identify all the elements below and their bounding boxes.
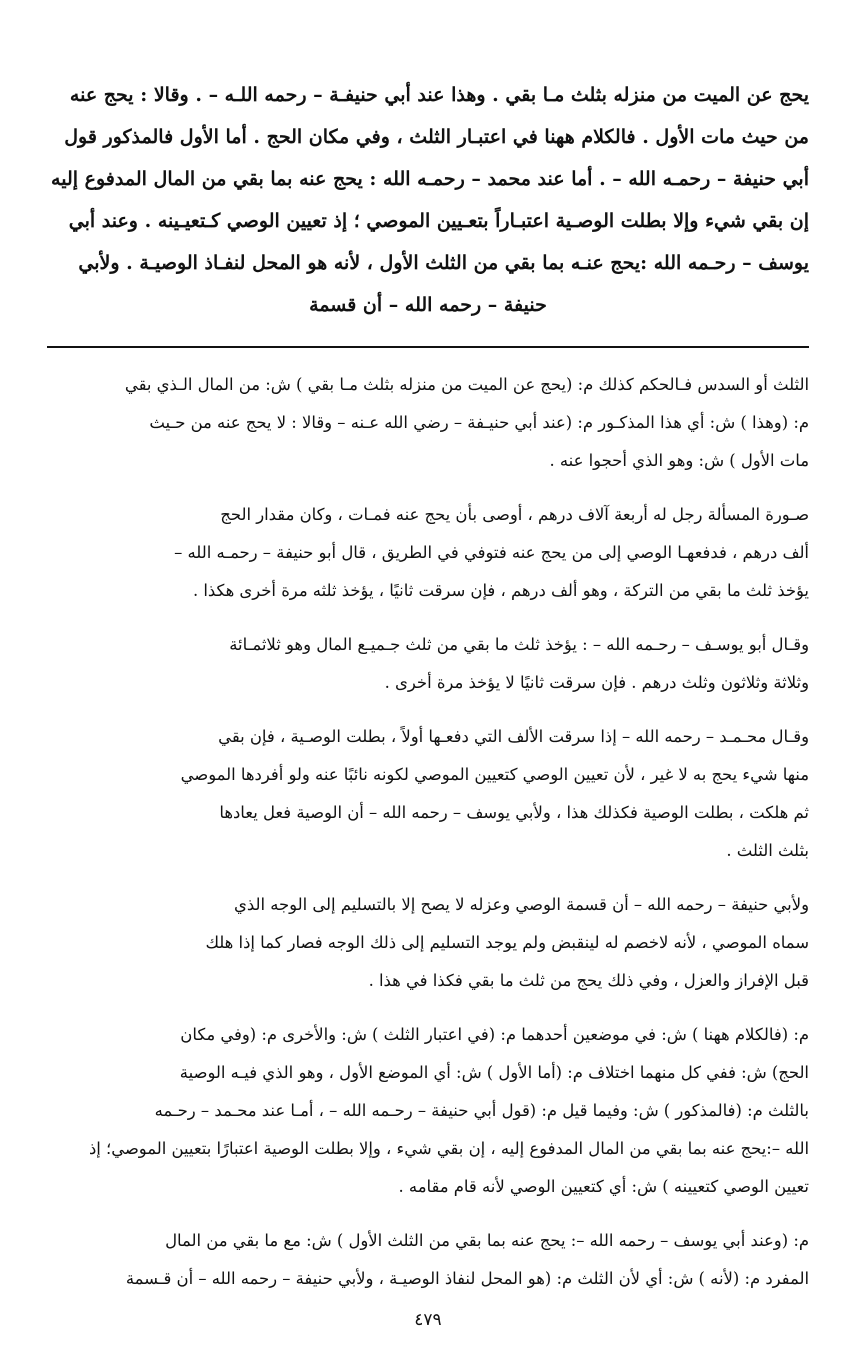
commentary-paragraph (47, 626, 809, 702)
commentary-paragraph (47, 366, 809, 480)
commentary-paragraph (47, 1016, 809, 1206)
main-text-line: من حيث مات الأول . فالكلام ههنا في اعتبـار الثلث ، وفي مكان الحج . أما الأول فالمذكور قول (64, 126, 809, 148)
commentary-line: بثلث الثلث . (726, 841, 809, 860)
commentary-line: ألف درهم ، فدفعهـا الوصي إلى من يحج عنه فتوفي في الطريق ، قال أبو حنيفة – رحمـه الله – (174, 543, 809, 562)
commentary-paragraph (47, 496, 809, 610)
commentary-line: ولأبي حنيفة – رحمه الله – أن قسمة الوصي وعزله لا يصح إلا بالتسليم إلى الوجه الذي (234, 895, 809, 914)
commentary-line: ثم هلكت ، بطلت الوصية فكذلك هذا ، ولأبي يوسف – رحمه الله – أن الوصية فعل يعادها (219, 803, 809, 822)
commentary-line: مات الأول ) ش: وهو الذي أحجوا عنه . (549, 451, 809, 470)
commentary-line: سماه الموصي ، لأنه لاخصم له لينقبض ولم يوجد التسليم إلى ذلك الوجه فصار كما إذا هلك (205, 933, 809, 952)
commentary-line: منها شيء يحج به لا غير ، لأن تعيين الوصي كتعيين الموصي لكونه نائبًا عنه ولو أفردها الموصي (180, 765, 809, 784)
commentary-line: وقـال أبو يوسـف – رحـمه الله – : يؤخذ ثلث ما بقي من ثلث جـميـع المال وهو ثلاثمـائة (229, 635, 809, 654)
commentary-line: وقـال محـمـد – رحمه الله – إذا سرقت الألف التي دفعـها أولاً ، بطلت الوصـية ، فإن بقي (218, 727, 809, 746)
commentary-line: تعيين الوصي كتعيينه ) ش: أي كتعيين الوصي لأنه قام مقامه . (398, 1177, 809, 1196)
main-text-line: إن بقي شيء وإلا بطلت الوصـية اعتبـاراً بتعـيين الموصي ؛ إذ تعيين الوصي كـتعيـينه . وعند أبي (68, 210, 809, 232)
commentary-line: المفرد م: (لأنه ) ش: أي لأن الثلث م: (هو المحل لنفاذ الوصيـة ، ولأبي حنيفة – رحمه الله – أن قـسمة (125, 1269, 809, 1288)
commentary-line: يؤخذ ثلث ما بقي من التركة ، وهو ألف درهم ، فإن سرقت ثانيًا ، يؤخذ ثلثه مرة أخرى هكذا . (192, 581, 809, 600)
separator-rule (47, 346, 809, 348)
commentary-line: قبل الإفراز والعزل ، وفي ذلك يحج من ثلث ما بقي فكذا في هذا . (368, 971, 809, 990)
page-number: ٤٧٩ (414, 1310, 442, 1330)
main-text-line: يحج عن الميت من منزله بثلث مـا بقي . وهذا عند أبي حنيفـة – رحمه اللـه – . وقالا : يحج عنه (69, 84, 809, 106)
main-text-block (47, 74, 809, 326)
commentary-line: وثلاثة وثلاثون وثلث درهم . فإن سرقت ثانيًا لا يؤخذ مرة أخرى . (384, 673, 809, 692)
commentary-block (47, 366, 809, 1298)
commentary-line: م: (وعند أبي يوسف – رحمه الله –: يحج عنه بما بقي من الثلث الأول ) ش: مع ما بقي من المال (165, 1231, 809, 1250)
main-text-line: حنيفة – رحمه الله – أن قسمة (309, 294, 547, 316)
commentary-line: م: (وهذا ) ش: أي هذا المذكـور م: (عند أبي حنيـفة – رضي الله عـنه – وقالا : لا يحج عنه من حـيث (149, 413, 809, 432)
commentary-line: الثلث أو السدس فـالحكم كذلك م: (يحج عن الميت من منزله بثلث مـا بقي ) ش: من المال الـذي بقي (124, 375, 809, 394)
commentary-line: الحج) ش: ففي كل منهما اختلاف م: (أما الأول ) ش: أي الموضع الأول ، وهو الذي فيـه الوصية (179, 1063, 809, 1082)
commentary-paragraph (47, 886, 809, 1000)
commentary-line: الله –:يحج عنه بما بقي من المال المدفوع إليه ، إن بقي شيء ، وإلا بطلت الوصية اعتبارًا بتعيين الموصي؛ إذ (88, 1139, 809, 1158)
main-text-line: أبي حنيفة – رحمـه الله – . أما عند محمد – رحمـه الله : يحج عنه بما بقي من المال المدفوع إليه (51, 168, 809, 190)
commentary-line: بالثلث م: (فالمذكور ) ش: وفيما قيل م: (قول أبي حنيفة – رحـمه الله – ، أمـا عند محـمد – رحـمه (154, 1101, 809, 1120)
commentary-line: م: (فالكلام ههنا ) ش: في موضعين أحدهما م: (في اعتبار الثلث ) ش: والأخرى م: (وفي مكان (180, 1025, 809, 1044)
commentary-paragraph (47, 1222, 809, 1298)
main-text-line: يوسف – رحـمه الله :يحج عنـه بما بقي من الثلث الأول ، لأنه هو المحل لنفـاذ الوصيـة . ولأبي (78, 252, 809, 274)
commentary-paragraph (47, 718, 809, 870)
commentary-line: صـورة المسألة رجل له أربعة آلاف درهم ، أوصى بأن يحج عنه فمـات ، وكان مقدار الحج (220, 505, 809, 524)
